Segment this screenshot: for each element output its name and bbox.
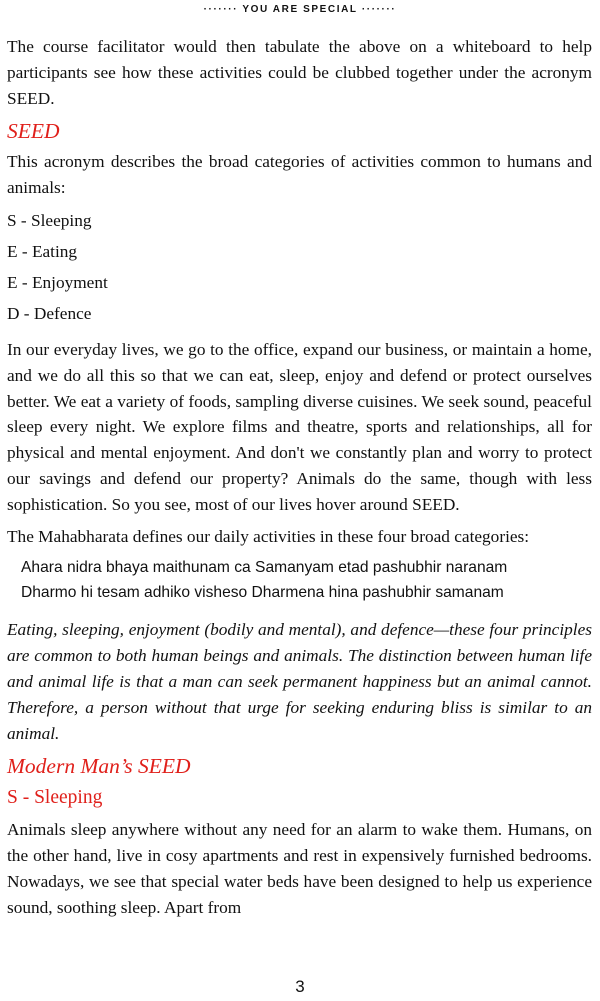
list-item: E - Enjoyment xyxy=(7,272,108,292)
seed-heading: SEED xyxy=(7,119,60,144)
list-item: D - Defence xyxy=(7,303,92,323)
modern-heading: Modern Man’s SEED xyxy=(7,754,191,779)
page-body xyxy=(7,34,592,921)
running-head: ······· YOU ARE SPECIAL ······· xyxy=(203,4,397,15)
list-item: S - Sleeping xyxy=(7,210,92,230)
verse-line: Dharmo hi tesam adhiko visheso Dharmena hina pashubhir samanam xyxy=(21,584,504,602)
list-item: E - Eating xyxy=(7,241,78,261)
seed-list xyxy=(7,205,592,329)
sanskrit-verse xyxy=(21,555,592,605)
seed-description: This acronym describes the broad categories of activities common to humans and animals: xyxy=(7,152,592,198)
everyday-paragraph: In our everyday lives, we go to the office, expand our business, or maintain a home, and we do all this so that we can eat, sleep, enjoy and defend or protect ourselves better. We eat a variety of foods, sampling diverse cuisines. We seek sound, peaceful sleep every night. We explore films and theatre, sports and relationships, all for physical and mental enjoyment. And don't we constantly plan and worry to protect our savings and defend our property? Animals do the same, though with less sophistication. So you see, most of our lives hover around SEED. xyxy=(7,339,592,514)
translation-paragraph: Eating, sleeping, enjoyment (bodily and mental), and defence—these four principles are common to both human beings and animals. The distinction between human life and animal life is that a man can seek permanent happiness but an animal cannot. Therefore, a person without that urge for seeking enduring bliss is similar to an animal. xyxy=(7,620,592,743)
verse-line: Ahara nidra bhaya maithunam ca Samanyam etad pashubhir naranam xyxy=(21,559,508,577)
mahabharata-paragraph: The Mahabharata defines our daily activities in these four broad categories: xyxy=(7,526,530,546)
intro-paragraph: The course facilitator would then tabulate the above on a whiteboard to help participants see how these activities could be clubbed together under the acronym SEED. xyxy=(7,37,592,108)
sleeping-subheading: S - Sleeping xyxy=(7,787,103,809)
sleeping-paragraph: Animals sleep anywhere without any need for an alarm to wake them. Humans, on the other hand, live in cosy apartments and rest in expensively furnished bedrooms. Nowadays, we see that special water beds have been designed to help us experience sound, soothing sleep. Apart from xyxy=(7,820,592,917)
page-number: 3 xyxy=(295,977,305,996)
